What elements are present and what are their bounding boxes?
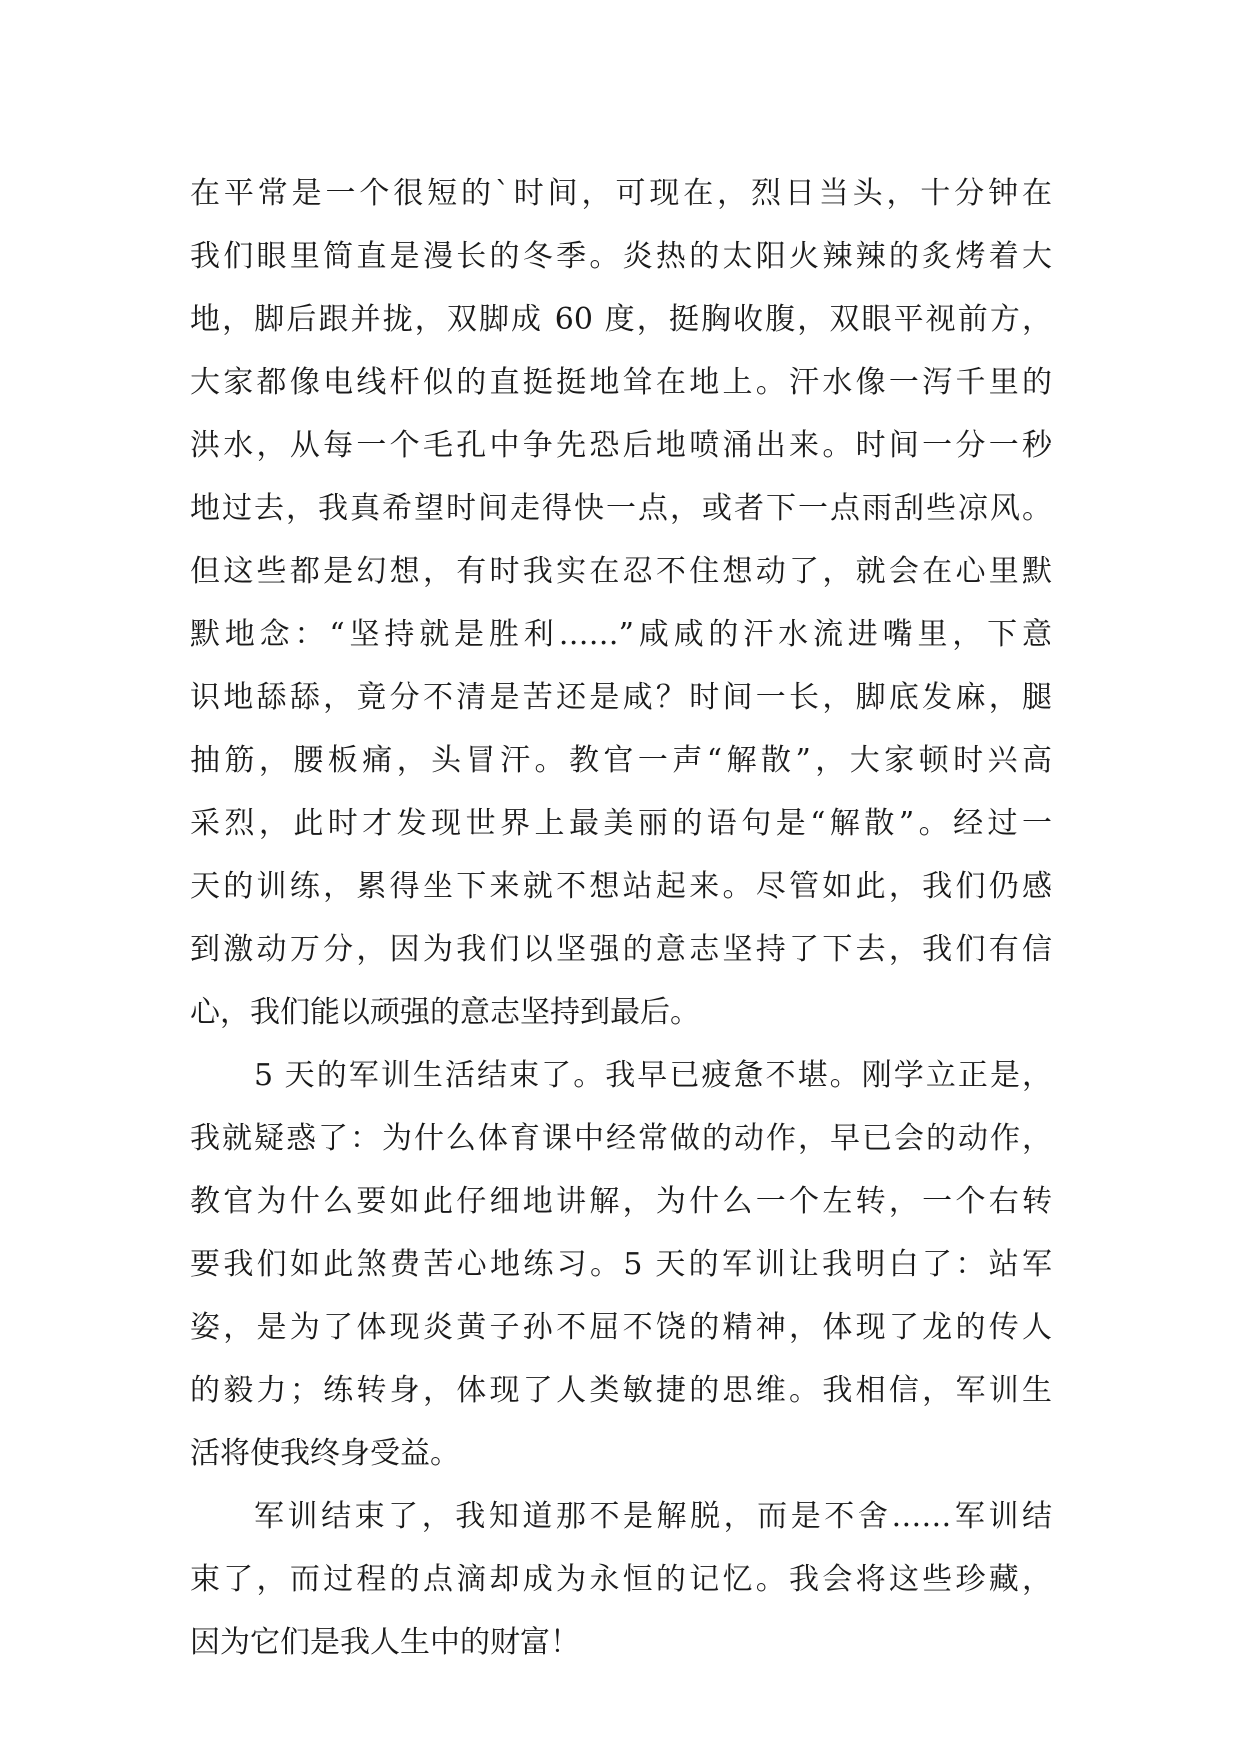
text-line: 5 天的军训生活结束了。我早已疲惫不堪。刚学立正是， [254,1058,1052,1093]
text-line: 教官为什么要如此仔细地讲解，为什么一个左转，一个右转 [190,1184,1052,1219]
text-line: 但这些都是幻想，有时我实在忍不住想动了，就会在心里默 [190,554,1052,589]
text-line: 因为它们是我人生中的财富！ [190,1625,580,1660]
text-line: 大家都像电线杆似的直挺挺地耸在地上。汗水像一泻千里的 [190,365,1052,400]
text-line: 活将使我终身受益。 [190,1436,460,1471]
text-line: 姿，是为了体现炎黄子孙不屈不饶的精神，体现了龙的传人 [190,1310,1052,1345]
text-line: 地过去，我真希望时间走得快一点，或者下一点雨刮些凉风。 [190,491,1052,526]
text-line: 的毅力；练转身，体现了人类敏捷的思维。我相信，军训生 [190,1373,1052,1408]
text-line: 识地舔舔，竟分不清是苦还是咸？时间一长，脚底发麻，腿 [190,680,1052,715]
text-line: 采烈，此时才发现世界上最美丽的语句是“解散”。经过一 [190,806,1052,841]
text-line: 要我们如此煞费苦心地练习。5 天的军训让我明白了：站军 [190,1247,1052,1282]
text-line: 洪水，从每一个毛孔中争先恐后地喷涌出来。时间一分一秒 [190,428,1052,463]
text-line: 抽筋，腰板痛，头冒汗。教官一声“解散”，大家顿时兴高 [190,743,1052,778]
text-line: 在平常是一个很短的`时间，可现在，烈日当头，十分钟在 [190,176,1052,211]
text-line: 我们眼里简直是漫长的冬季。炎热的太阳火辣辣的炙烤着大 [190,239,1052,274]
document-body [190,162,1052,1674]
text-line: 到激动万分，因为我们以坚强的意志坚持了下去，我们有信 [190,932,1052,967]
text-line: 束了，而过程的点滴却成为永恒的记忆。我会将这些珍藏， [190,1562,1052,1597]
text-line: 地，脚后跟并拢，双脚成 60 度，挺胸收腹，双眼平视前方， [190,302,1052,337]
text-line: 默地念：“坚持就是胜利……”咸咸的汗水流进嘴里，下意 [190,617,1052,652]
text-line: 军训结束了，我知道那不是解脱，而是不舍……军训结 [254,1499,1052,1534]
text-line: 我就疑惑了：为什么体育课中经常做的动作，早已会的动作， [190,1121,1052,1156]
text-line: 天的训练，累得坐下来就不想站起来。尽管如此，我们仍感 [190,869,1052,904]
text-line: 心，我们能以顽强的意志坚持到最后。 [190,995,700,1030]
